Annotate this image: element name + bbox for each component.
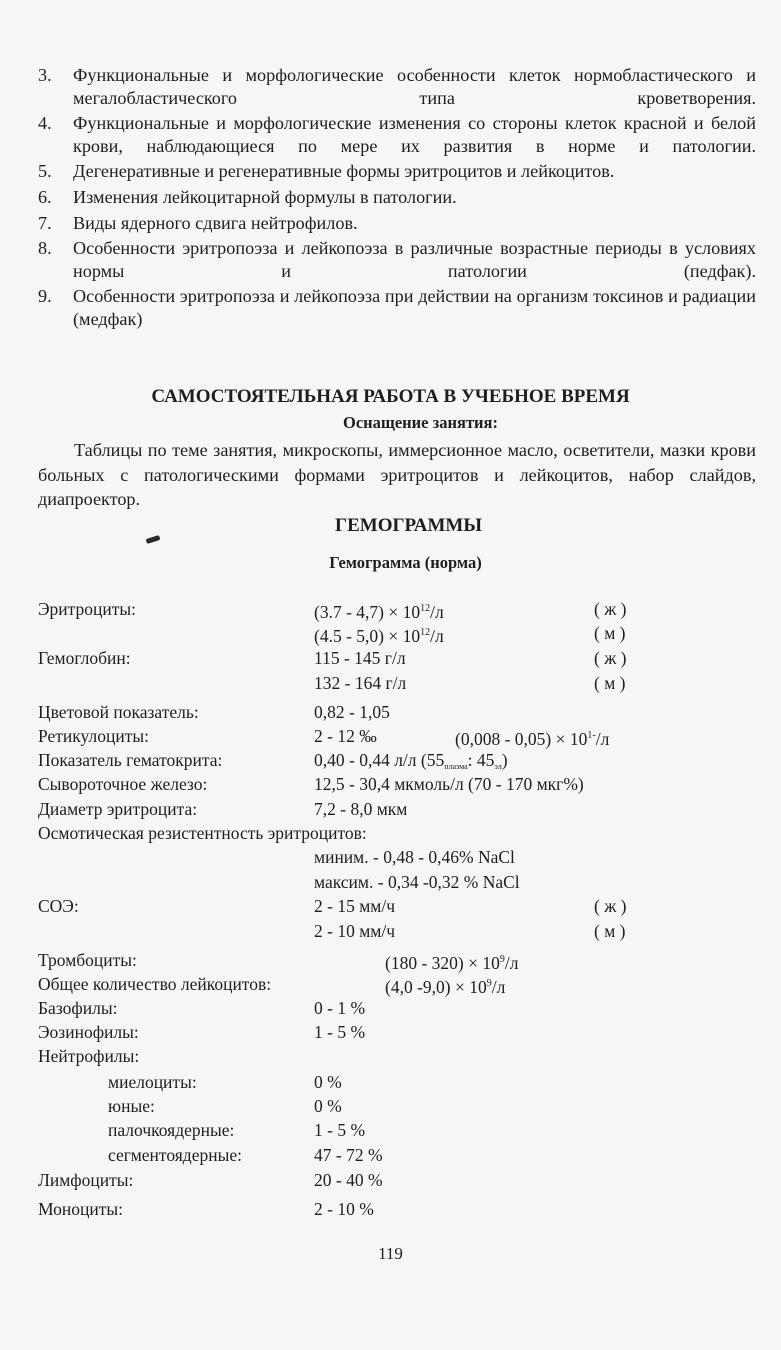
row-value: $(3.7 - 4,7) \times 10^{12}/л$ [314, 602, 444, 622]
row-value: 2 - 15 мм/ч [314, 896, 396, 916]
sex-marker: ( м ) [594, 623, 626, 643]
hemograms-title: ГЕМОГРАММЫ [335, 515, 482, 536]
list-item-number: 4. [38, 113, 52, 134]
section-title: САМОСТОЯТЕЛЬНАЯ РАБОТА В УЧЕБНОЕ ВРЕМЯ [151, 386, 630, 407]
row-label: Осмотическая резистентность эритроцитов: [38, 823, 367, 843]
list-item [38, 237, 756, 282]
list-item-text: Функциональные и морфологические особенности клеток нормобластического и мегалобластического типа кроветворения. [73, 65, 756, 108]
row-label: Ретикулоциты: [38, 726, 149, 746]
row-label: Тромбоциты: [38, 950, 137, 970]
row-value: 1 - 5 % [314, 1120, 366, 1140]
row-value: 132 - 164 г/л [314, 673, 407, 693]
list-item-text: Особенности эритропоэза и лейкопоэза в различные возрастные периоды в условиях нормы и патологии (педфак). [73, 238, 756, 281]
equipment-heading: Оснащение занятия: [343, 413, 498, 432]
list-item-number: 7. [38, 212, 52, 233]
row-label: Эритроциты: [38, 599, 137, 619]
row-value-alt: $(0,008 - 0,05) \times 10^{1-}/л$ [455, 729, 610, 749]
list-item [38, 212, 756, 235]
row-value: 12,5 - 30,4 мкмоль/л (70 - 170 мкг%) [314, 774, 584, 794]
row-value: 2 - 10 % [314, 1199, 374, 1219]
row-value: 0 % [314, 1096, 342, 1116]
equipment-paragraph [38, 438, 756, 512]
equipment-text: Таблицы по теме занятия, микроскопы, иммерсионное масло, осветители, мазки крови больных с патологическими формами эритроцитов и лейкоцитов, набор слайдов, диапроектор. [38, 440, 756, 509]
row-label: палочкоядерные: [108, 1120, 235, 1140]
row-value: 20 - 40 % [314, 1170, 383, 1190]
row-value: (4,0 $-9,0) \times 10^9/л$ [385, 977, 506, 997]
row-value: максим. - 0,34 -0,32 % NaCl [314, 872, 520, 892]
list-item [38, 64, 756, 109]
list-item-number: 8. [38, 238, 52, 259]
list-item-text: Функциональные и морфологические изменения со стороны клеток красной и белой крови, наблюдающиеся по мере их развития в норме и патологии. [73, 113, 756, 156]
list-item-text: Изменения лейкоцитарной формулы в патологии. [73, 186, 457, 207]
list-item-number: 9. [38, 286, 52, 307]
row-value: 115 - 145 г/л [314, 648, 406, 668]
sex-marker: ( ж ) [594, 599, 627, 619]
list-item-number: 6. [38, 186, 52, 207]
row-label: СОЭ: [38, 896, 79, 916]
row-label: Общее количество лейкоцитов: [38, 974, 272, 994]
list-item [38, 285, 756, 330]
row-value: $(180 - 320) \times 10^9/л$ [385, 953, 519, 973]
list-item-text: Виды ядерного сдвига нейтрофилов. [73, 212, 358, 233]
row-value: 0,82 - 1,05 [314, 702, 390, 722]
row-value: 1 - 5 % [314, 1022, 366, 1042]
row-label: Сывороточное железо: [38, 774, 208, 794]
row-label: Нейтрофилы: [38, 1046, 140, 1066]
row-value: 0 % [314, 1072, 342, 1092]
row-value: 2 - 12 ‰ [314, 726, 377, 746]
row-label: юные: [108, 1096, 155, 1116]
sex-marker: ( м ) [594, 673, 626, 693]
row-value: $(4.5 - 5,0) \times 10^{12}/л$ [314, 626, 444, 646]
row-value: 7,2 - 8,0 мкм [314, 799, 408, 819]
hemogram-norm-title: Гемограмма (норма) [329, 553, 482, 572]
sex-marker: ( ж ) [594, 648, 627, 668]
row-value: миним. - 0,48 - 0,46% NaCl [314, 847, 515, 867]
list-item-number: 5. [38, 161, 52, 182]
row-value: 0 - 1 % [314, 998, 366, 1018]
row-value: 47 - 72 % [314, 1145, 383, 1165]
row-label: Диаметр эритроцита: [38, 799, 198, 819]
page-number: 119 [378, 1244, 403, 1263]
list-item [38, 186, 756, 209]
row-label: Эозинофилы: [38, 1022, 139, 1042]
list-item-text: Дегенеративные и регенеративные формы эритроцитов и лейкоцитов. [73, 161, 615, 182]
row-label: миелоциты: [108, 1072, 197, 1092]
row-value: 2 - 10 мм/ч [314, 921, 396, 941]
list-item-text: Особенности эритропоэза и лейкопоэза при действии на организм токсинов и радиации (медфак) [73, 286, 756, 329]
row-label: Моноциты: [38, 1199, 123, 1219]
row-value: 0,40 - 0,44 л/л (55плазма: 45эл) [314, 750, 508, 771]
sex-marker: ( м ) [594, 921, 626, 941]
row-label: Лимфоциты: [38, 1170, 134, 1190]
row-label: Показатель гематокрита: [38, 750, 223, 770]
sex-marker: ( ж ) [594, 896, 627, 916]
row-label: сегментоядерные: [108, 1145, 242, 1165]
list-item [38, 112, 756, 157]
question-list [38, 64, 756, 334]
row-label: Базофилы: [38, 998, 118, 1018]
row-label: Гемоглобин: [38, 648, 131, 668]
row-label: Цветовой показатель: [38, 702, 199, 722]
list-item [38, 160, 756, 183]
list-item-number: 3. [38, 65, 52, 85]
